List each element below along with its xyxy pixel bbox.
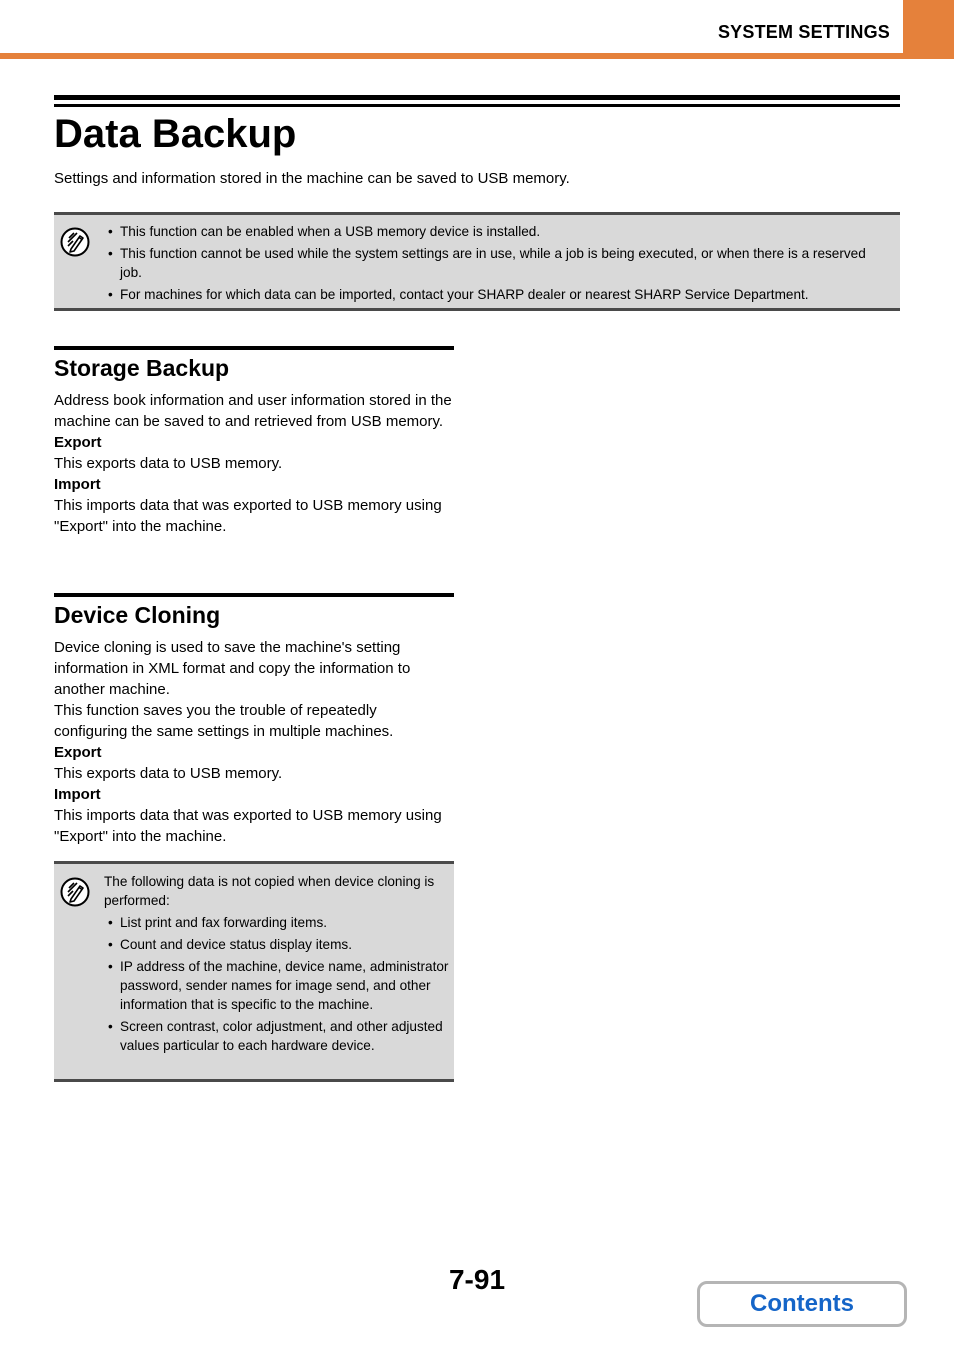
storage-backup-description: Address book information and user information stored in the machine can be saved to and retrieved from USB memory. [54, 392, 452, 430]
device-cloning-description-2: This function saves you the trouble of repeatedly configuring the same settings in multiple machines. [54, 702, 394, 740]
title-rule-bottom [54, 104, 900, 107]
header-accent-tab [903, 0, 954, 59]
import-label: Import [54, 476, 101, 493]
note-list [104, 913, 449, 1058]
note-list [104, 222, 884, 307]
note-item: • IP address of the machine, device name, administrator password, sender names for image send, and other information that is specific to the machine. [104, 957, 449, 1014]
page-title: Data Backup [54, 112, 297, 156]
note-item: • List print and fax forwarding items. [104, 913, 449, 932]
storage-backup-body [54, 390, 454, 537]
note-item: • For machines for which data can be imported, contact your SHARP dealer or nearest SHARP Service Department. [104, 285, 884, 304]
export-text: This exports data to USB memory. [54, 455, 283, 472]
pencil-note-icon [60, 227, 90, 257]
contents-button[interactable]: Contents [697, 1281, 907, 1327]
section-header: SYSTEM SETTINGS [717, 22, 890, 42]
note-box [54, 861, 454, 1082]
import-label: Import [54, 786, 101, 803]
section-rule [54, 593, 454, 597]
export-label: Export [54, 434, 102, 451]
import-text: This imports data that was exported to USB memory using "Export" into the machine. [54, 807, 442, 845]
export-text: This exports data to USB memory. [54, 765, 283, 782]
import-text: This imports data that was exported to USB memory using "Export" into the machine. [54, 497, 442, 535]
note-item: • This function can be enabled when a USB memory device is installed. [104, 222, 884, 241]
device-cloning-body [54, 637, 454, 847]
header-accent-bar [0, 53, 954, 59]
note-item: • Screen contrast, color adjustment, and other adjusted values particular to each hardware device. [104, 1017, 449, 1055]
storage-backup-heading: Storage Backup [54, 355, 230, 381]
title-rule-top [54, 95, 900, 100]
note-lead: The following data is not copied when device cloning is performed: [104, 874, 435, 908]
note-item: • This function cannot be used while the system settings are in use, while a job is being executed, or when there is a reserved job. [104, 244, 884, 282]
export-label: Export [54, 744, 102, 761]
note-box [54, 212, 900, 311]
device-cloning-description: Device cloning is used to save the machine's setting information in XML format and copy the information to another machine. [54, 639, 411, 698]
intro-text: Settings and information stored in the machine can be saved to USB memory. [54, 170, 570, 187]
note-item: • Count and device status display items. [104, 935, 449, 954]
device-cloning-heading: Device Cloning [54, 602, 221, 628]
pencil-note-icon [60, 877, 90, 907]
page-number: 7-91 [448, 1264, 506, 1295]
section-rule [54, 346, 454, 350]
